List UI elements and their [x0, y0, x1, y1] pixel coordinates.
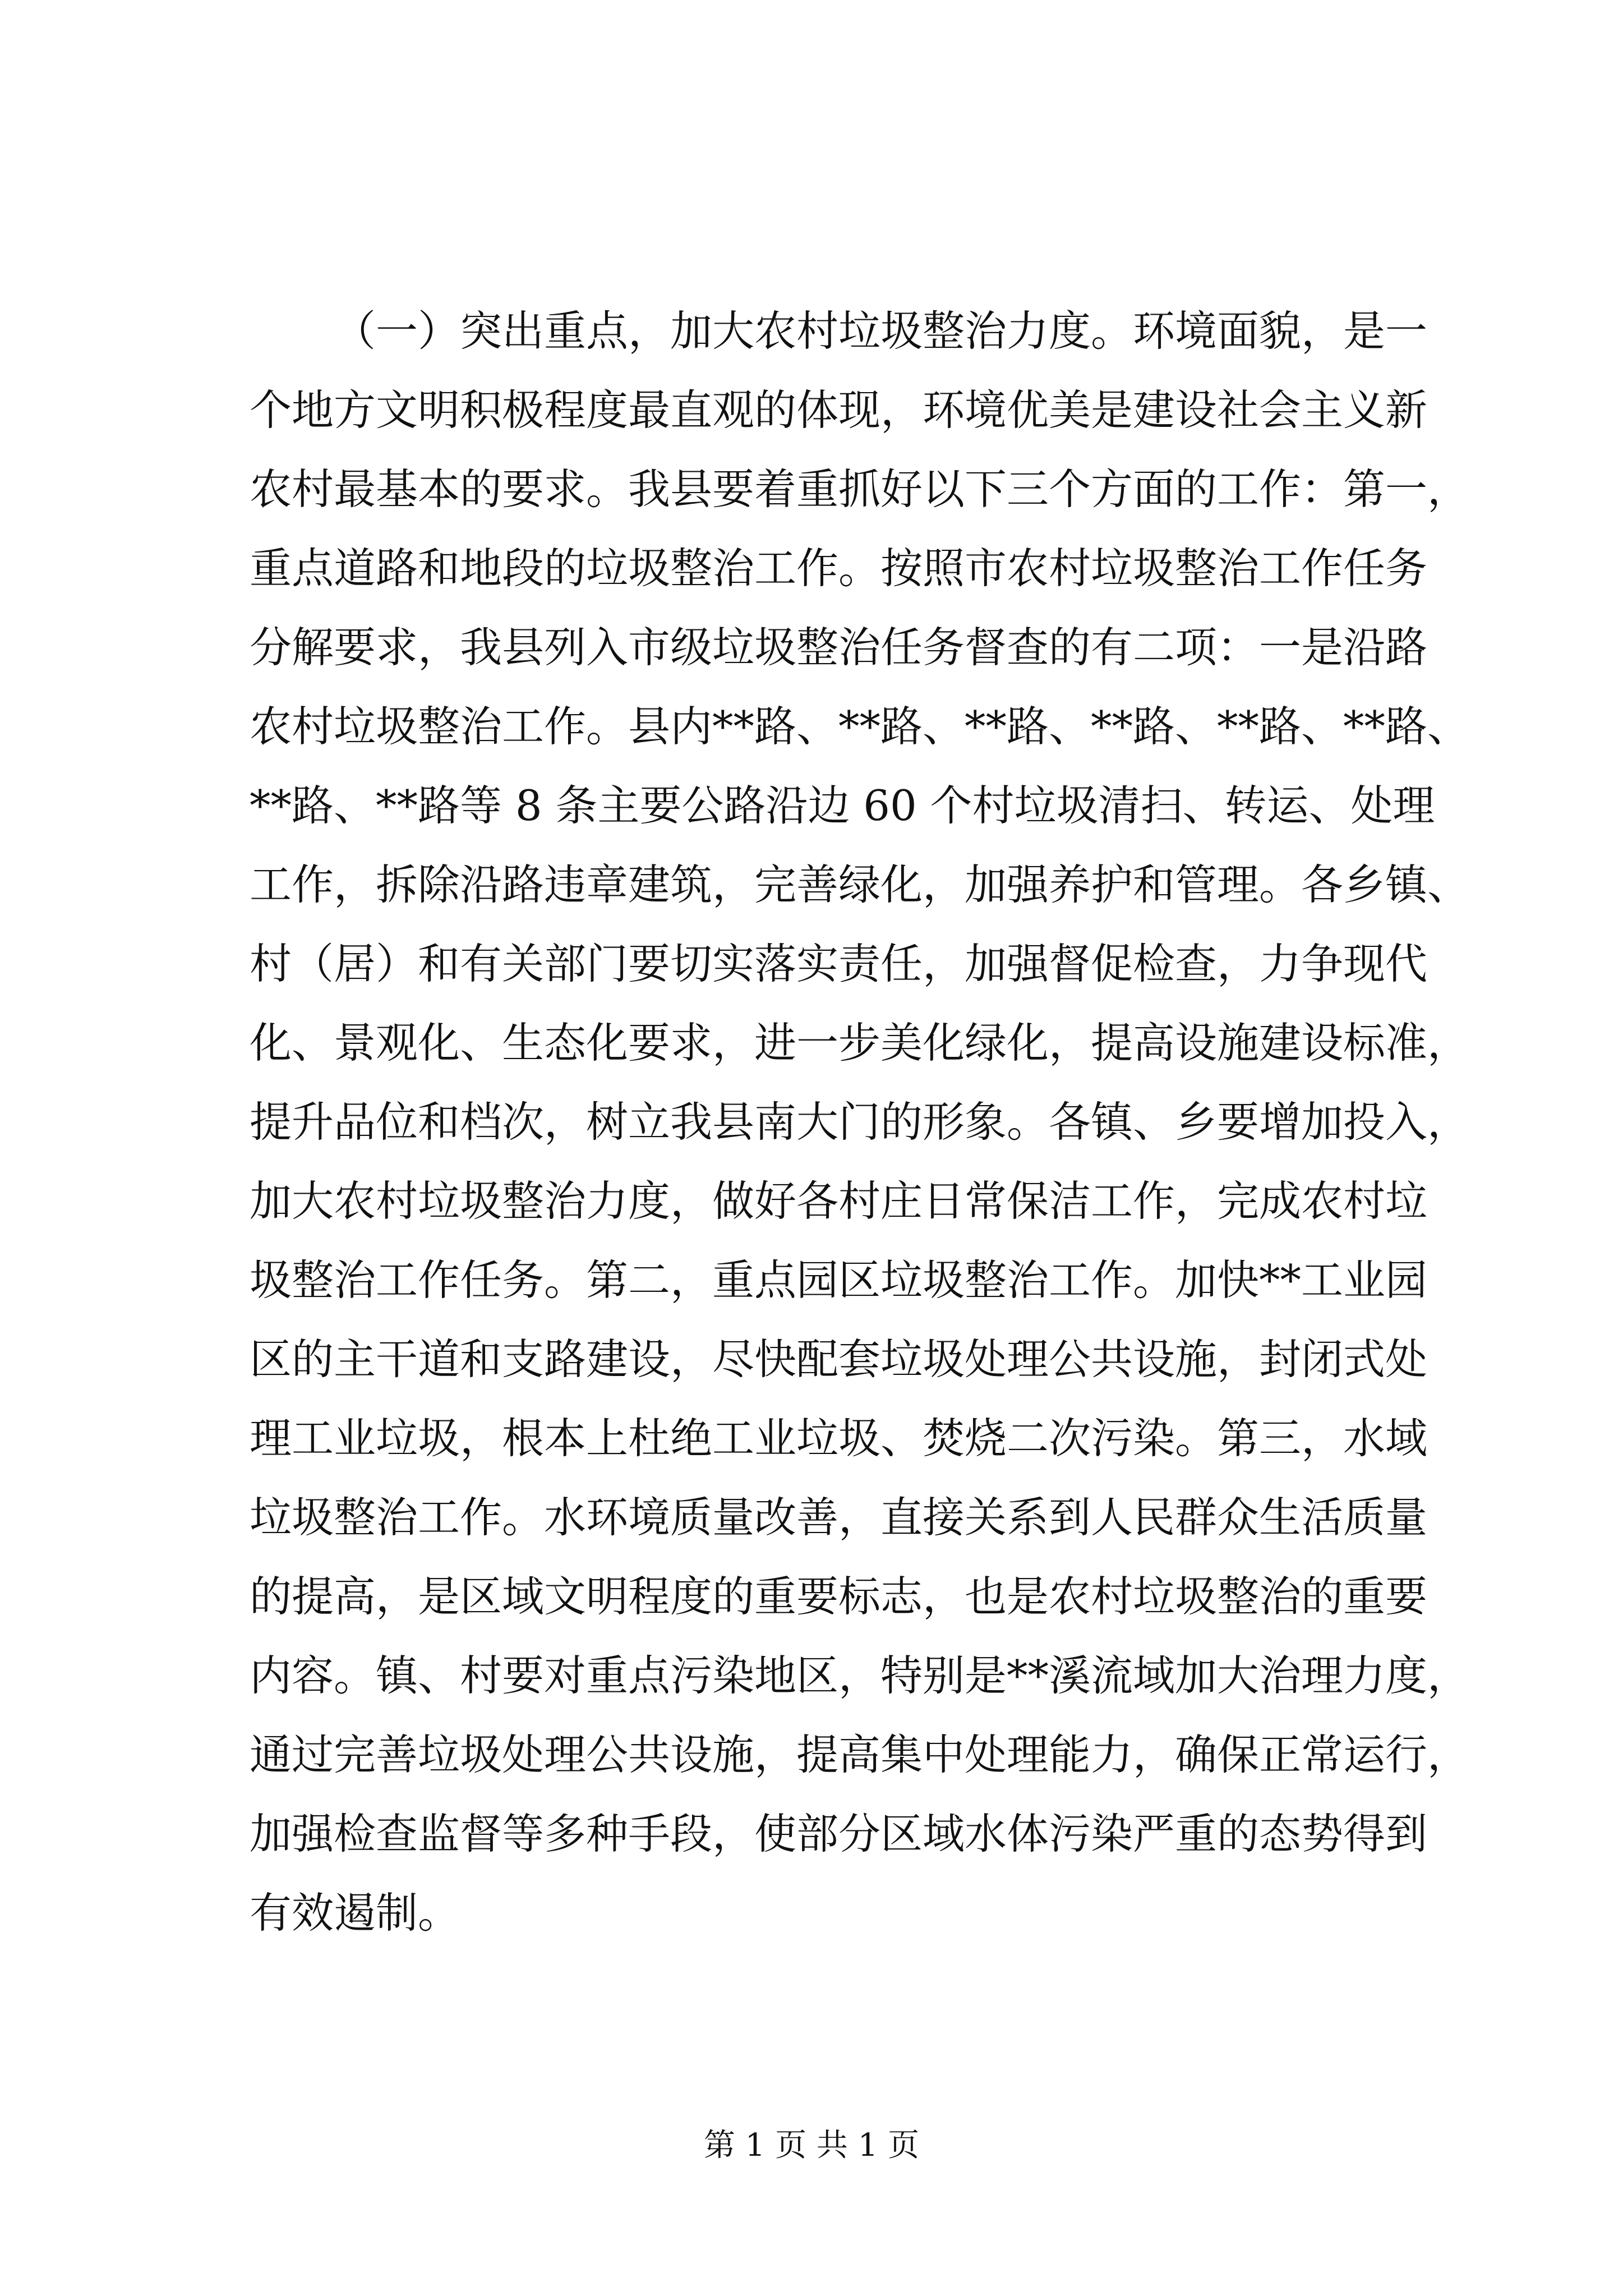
text-line: 加大农村垃圾整治力度，做好各村庄日常保洁工作，完成农村垃 [250, 1176, 1428, 1226]
text-line: 有效遏制。 [250, 1888, 460, 1938]
text-line: 的提高，是区域文明程度的重要标志，也是农村垃圾整治的重要 [250, 1572, 1428, 1621]
text-line: 分解要求，我县列入市级垃圾整治任务督查的有二项：一是沿路 [250, 623, 1428, 672]
text-line: 化、景观化、生态化要求，进一步美化绿化，提高设施建设标准， [250, 1018, 1470, 1068]
text-line: 内容。镇、村要对重点污染地区，特别是**溪流域加大治理力度， [250, 1651, 1470, 1700]
text-line: 理工业垃圾，根本上杜绝工业垃圾、焚烧二次污染。第三，水域 [250, 1414, 1428, 1463]
text-line: 通过完善垃圾处理公共设施，提高集中处理能力，确保正常运行， [250, 1730, 1470, 1779]
text-line: 圾整治工作任务。第二，重点园区垃圾整治工作。加快**工业园 [250, 1255, 1428, 1305]
text-line: 村（居）和有关部门要切实落实责任，加强督促检查，力争现代 [250, 939, 1428, 988]
text-line: **路、**路等 8 条主要公路沿边 60 个村垃圾清扫、转运、处理 [250, 781, 1435, 830]
text-line: （一）突出重点，加大农村垃圾整治力度。环境面貌，是一 [334, 306, 1428, 356]
text-line: 工作，拆除沿路违章建筑，完善绿化，加强养护和管理。各乡镇、 [250, 860, 1470, 909]
text-line: 加强检查监督等多种手段，使部分区域水体污染严重的态势得到 [250, 1809, 1428, 1858]
text-line: 农村垃圾整治工作。县内**路、**路、**路、**路、**路、**路、 [250, 702, 1470, 751]
text-line: 个地方文明积极程度最直观的体现，环境优美是建设社会主义新 [250, 385, 1428, 435]
text-line: 重点道路和地段的垃圾整治工作。按照市农村垃圾整治工作任务 [250, 544, 1428, 593]
text-line: 提升品位和档次，树立我县南大门的形象。各镇、乡要增加投入， [250, 1097, 1470, 1147]
text-line: 农村最基本的要求。我县要着重抓好以下三个方面的工作：第一， [250, 464, 1470, 514]
text-line: 垃圾整治工作。水环境质量改善，直接关系到人民群众生活质量 [250, 1493, 1428, 1542]
body-paragraph [250, 292, 1470, 1953]
page-footer: 第 1 页 共 1 页 [703, 2127, 920, 2164]
text-line: 区的主干道和支路建设，尽快配套垃圾处理公共设施，封闭式处 [250, 1335, 1428, 1384]
